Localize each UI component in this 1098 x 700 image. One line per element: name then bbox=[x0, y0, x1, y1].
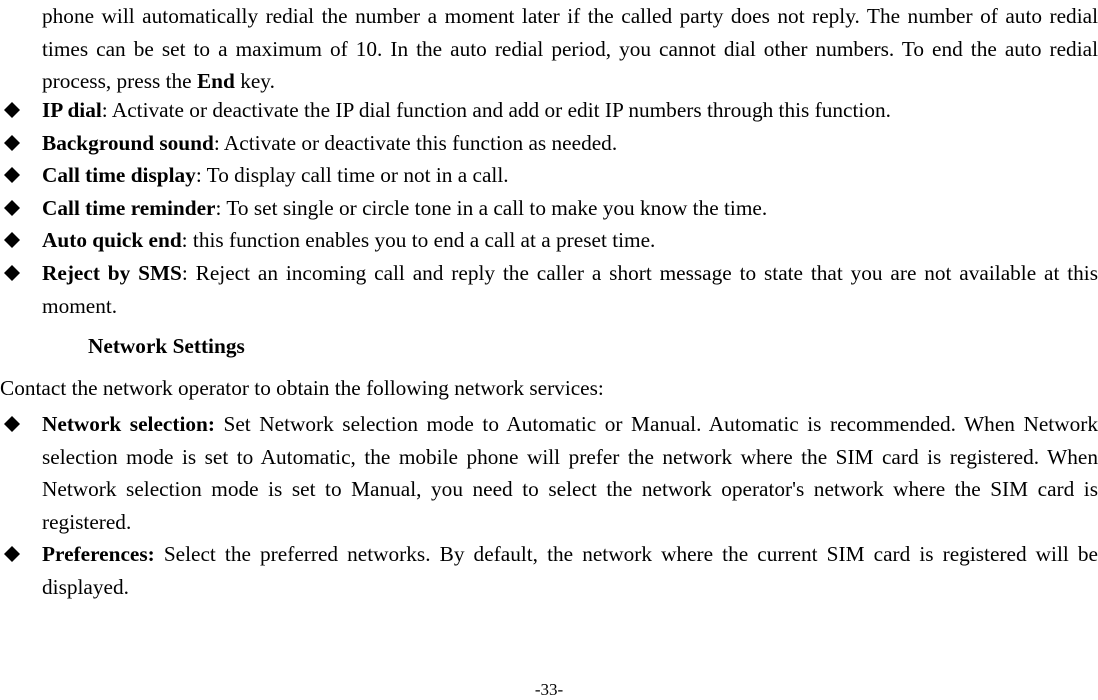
end-key-name: End bbox=[196, 69, 235, 94]
section-intro: Contact the network operator to obtain the following network services: bbox=[0, 376, 604, 400]
item-description: : To display call time or not in a call. bbox=[195, 163, 509, 188]
item-description: Select the preferred networks. By default, the network where the current SIM card is registered will be displayed. bbox=[42, 542, 1098, 599]
item-term: Preferences: bbox=[42, 542, 155, 567]
item-description: : Reject an incoming call and reply the caller a short message to state that you are not available at this moment. bbox=[42, 260, 1098, 318]
list-item-preferences bbox=[0, 538, 1098, 603]
black-diamond-icon bbox=[4, 232, 20, 248]
black-diamond-icon bbox=[4, 200, 20, 216]
item-term: IP dial bbox=[42, 98, 102, 122]
black-diamond-icon bbox=[4, 265, 20, 281]
item-description: : To set single or circle tone in a call to make you know the time. bbox=[215, 195, 768, 220]
item-term: Background sound bbox=[42, 130, 214, 155]
black-diamond-icon bbox=[4, 546, 20, 562]
page-number: -33- bbox=[534, 680, 564, 699]
item-description: : this function enables you to end a call at a preset time. bbox=[181, 228, 656, 253]
black-diamond-icon bbox=[4, 167, 20, 183]
item-term: Call time display bbox=[42, 163, 196, 188]
item-term: Auto quick end bbox=[42, 228, 182, 253]
network-settings-list bbox=[0, 408, 1098, 604]
continuation-paragraph bbox=[42, 0, 1098, 98]
item-term: Network selection: bbox=[42, 412, 215, 436]
list-item-auto-quick-end bbox=[0, 224, 1098, 257]
black-diamond-icon bbox=[4, 416, 20, 432]
list-item-call-time-reminder bbox=[0, 192, 1098, 225]
list-item-network-selection bbox=[0, 408, 1098, 538]
item-description: : Activate or deactivate the IP dial function and add or edit IP numbers through this function. bbox=[101, 98, 891, 122]
item-description: : Activate or deactivate this function as needed. bbox=[213, 130, 618, 155]
call-settings-list bbox=[0, 94, 1098, 322]
item-term: Reject by SMS bbox=[42, 260, 182, 285]
list-item-ip-dial bbox=[0, 94, 1098, 127]
black-diamond-icon bbox=[4, 135, 20, 151]
list-item-background-sound bbox=[0, 127, 1098, 160]
item-description: Set Network selection mode to Automatic or Manual. Automatic is recommended. When Network selection mode is set to Automatic, the mobile phone will prefer the network where the SIM card is registered. When Network selection mode is set to Manual, you need to select the network operator's network where the SIM card is registered. bbox=[42, 412, 1098, 534]
black-diamond-icon bbox=[4, 102, 20, 118]
continuation-text-before: phone will automatically redial the number a moment later if the called party does not reply. The number of auto redial times can be set to a maximum of 10. In the auto redial period, you cannot dial other numbers. To end the auto redial process, press the bbox=[42, 4, 1098, 94]
section-heading: Network Settings bbox=[88, 334, 245, 358]
item-term: Call time reminder bbox=[42, 195, 216, 220]
list-item-call-time-display bbox=[0, 159, 1098, 192]
list-item-reject-by-sms bbox=[0, 257, 1098, 322]
continuation-text-after: key. bbox=[234, 69, 275, 94]
